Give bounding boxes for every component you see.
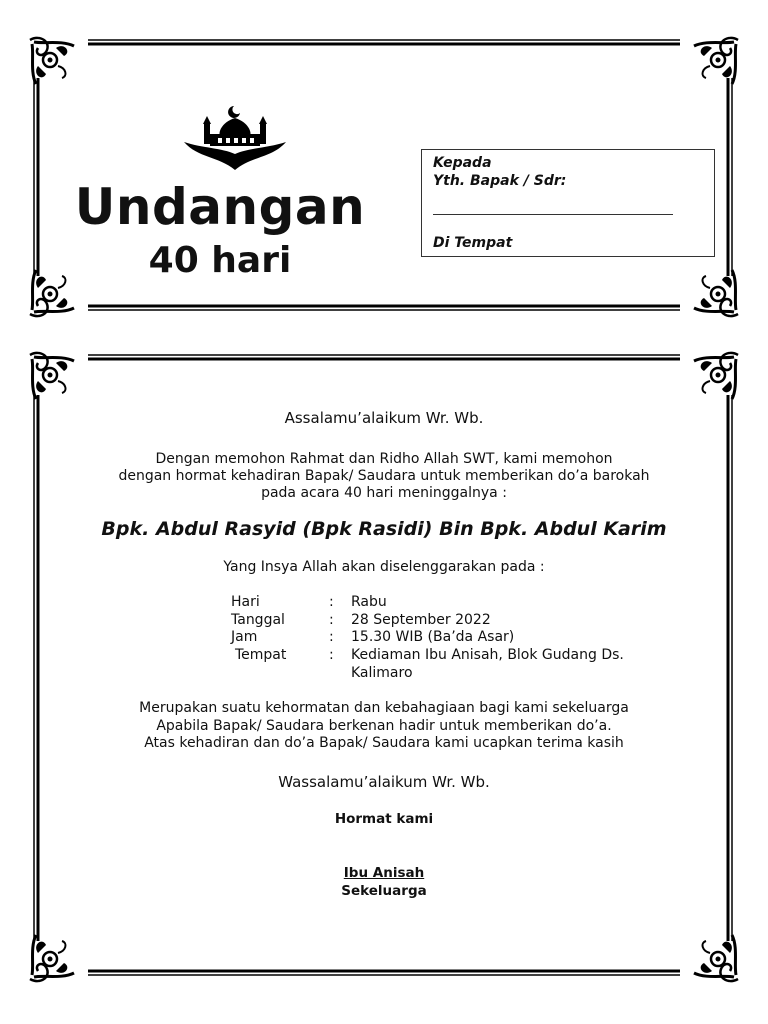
detail-label-place: Tempat <box>235 647 287 663</box>
closing-line-3: Atas kehadiran dan do’a Bapak/ Saudara kami ucapkan terima kasih <box>144 735 624 751</box>
detail-value-place: Kediaman Ibu Anisah, Blok Gudang Ds. <box>351 647 624 663</box>
address-blank-line <box>433 214 673 215</box>
ornament-corner-icon <box>694 270 738 316</box>
address-recipient: Yth. Bapak / Sdr: <box>433 173 567 189</box>
detail-label-day: Hari <box>231 594 260 610</box>
detail-separator: : <box>329 594 334 610</box>
address-box <box>421 149 715 257</box>
sender-name: Ibu Anisah <box>343 865 425 881</box>
regards: Hormat kami <box>334 811 434 827</box>
greeting: Assalamu’alaikum Wr. Wb. <box>284 409 484 427</box>
ornament-corner-icon <box>30 935 74 981</box>
sender-family: Sekeluarga <box>341 883 427 899</box>
invitation-title: Undangan <box>74 178 366 236</box>
invitation-subtitle: 40 hari <box>148 240 292 281</box>
ornament-corner-icon <box>694 353 738 399</box>
detail-label-time: Jam <box>231 629 258 645</box>
detail-separator: : <box>329 647 334 663</box>
ornament-corner-icon <box>30 353 74 399</box>
intro-line-1: Dengan memohon Rahmat dan Ridho Allah SWT, kami memohon <box>155 451 613 467</box>
detail-value-time: 15.30 WIB (Ba’da Asar) <box>351 629 515 645</box>
detail-separator: : <box>329 612 334 628</box>
intro-line-2: dengan hormat kehadiran Bapak/ Saudara untuk memberikan do’a barokah <box>118 468 650 484</box>
letter-panel <box>0 345 768 1024</box>
detail-value-day: Rabu <box>351 594 387 610</box>
detail-separator: : <box>329 629 334 645</box>
detail-value-date: 28 September 2022 <box>351 612 491 628</box>
deceased-name: Bpk. Abdul Rasyid (Bpk Rasidi) Bin Bpk. Abdul Karim <box>101 518 667 540</box>
schedule-intro: Yang Insya Allah akan diselenggarakan pada : <box>223 559 545 575</box>
closing-line-1: Merupakan suatu kehormatan dan kebahagiaan bagi kami sekeluarga <box>139 700 629 716</box>
decorative-frame <box>0 345 768 1024</box>
detail-label-date: Tanggal <box>231 612 285 628</box>
mosque-icon <box>182 104 288 174</box>
closing-line-2: Apabila Bapak/ Saudara berkenan hadir untuk memberikan do’a. <box>156 718 612 734</box>
address-place: Di Tempat <box>433 235 513 251</box>
address-to: Kepada <box>433 155 492 171</box>
detail-value-place-2: Kalimaro <box>351 665 413 681</box>
ornament-corner-icon <box>694 935 738 981</box>
ornament-corner-icon <box>30 38 74 84</box>
envelope-panel <box>0 0 768 330</box>
intro-line-3: pada acara 40 hari meninggalnya : <box>261 485 507 501</box>
ornament-corner-icon <box>694 38 738 84</box>
farewell: Wassalamu’alaikum Wr. Wb. <box>278 773 490 791</box>
